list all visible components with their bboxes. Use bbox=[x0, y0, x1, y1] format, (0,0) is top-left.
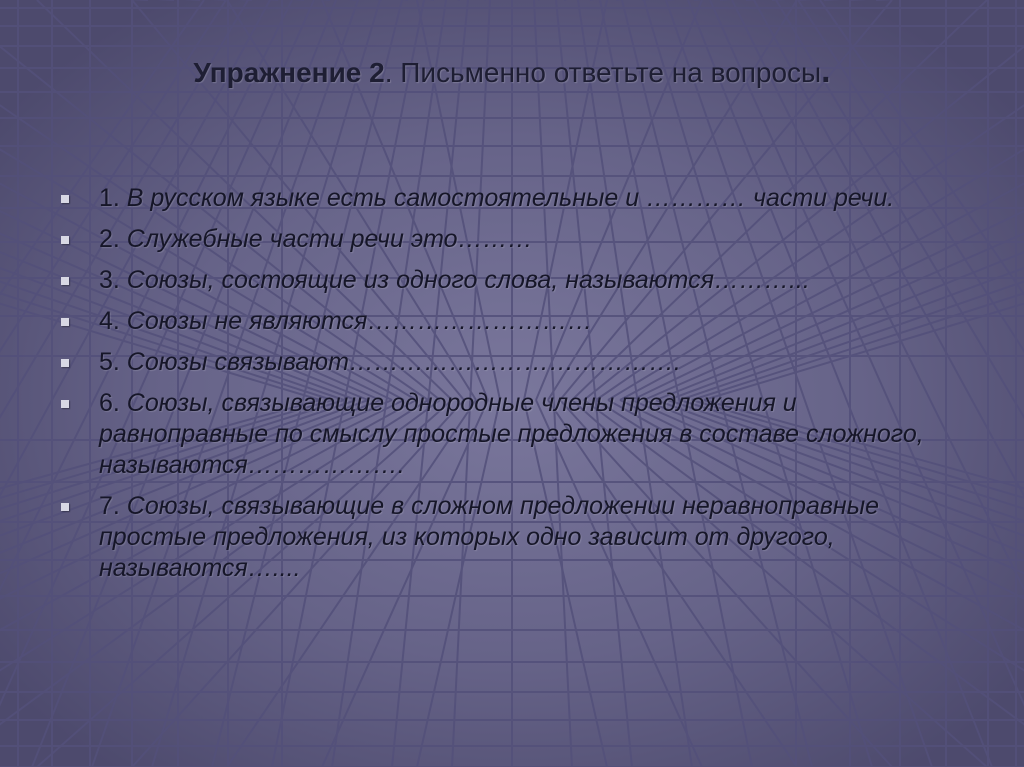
item-text: Союзы связывают…………………………………. bbox=[119, 348, 681, 376]
item-text: Служебные части речи это……… bbox=[119, 225, 533, 253]
list-item bbox=[60, 183, 940, 214]
bullet-icon bbox=[61, 236, 69, 244]
title-dot: . bbox=[821, 52, 831, 90]
list-item bbox=[60, 491, 940, 584]
bullet-icon bbox=[61, 277, 69, 285]
item-number: 7. bbox=[99, 492, 120, 520]
item-number: 2. bbox=[99, 225, 120, 253]
list-item bbox=[60, 224, 940, 255]
question-list bbox=[60, 183, 940, 594]
item-number: 1. bbox=[99, 184, 120, 212]
item-text: Союзы, состоящие из одного слова, называются………... bbox=[119, 266, 810, 294]
item-text: В русском языке есть самостоятельные и ………… части речи. bbox=[119, 184, 895, 212]
item-number: 3. bbox=[99, 266, 120, 294]
title-bold-part: Упражнение 2 bbox=[193, 57, 385, 88]
item-number: 4. bbox=[99, 307, 120, 335]
list-item bbox=[60, 265, 940, 296]
bullet-icon bbox=[61, 195, 69, 203]
list-item bbox=[60, 388, 940, 481]
title-rest: . Письменно ответьте на вопросы bbox=[384, 57, 822, 88]
list-item bbox=[60, 306, 940, 337]
slide-title bbox=[0, 52, 1024, 91]
bullet-icon bbox=[61, 400, 69, 408]
bullet-icon bbox=[61, 503, 69, 511]
item-text: Союзы, связывающие в сложном предложении неравноправные простые предложения, из которых одно зависит от другого, называются….... bbox=[99, 492, 879, 582]
bullet-icon bbox=[61, 318, 69, 326]
item-text: Союзы не являются……………………… bbox=[119, 307, 593, 335]
item-text: Союзы, связывающие однородные члены предложения и равноправные по смыслу простые предложения в составе сложного, называются………………. bbox=[99, 389, 924, 479]
item-number: 5. bbox=[99, 348, 120, 376]
bullet-icon bbox=[61, 359, 69, 367]
list-item bbox=[60, 347, 940, 378]
item-number: 6. bbox=[99, 389, 120, 417]
